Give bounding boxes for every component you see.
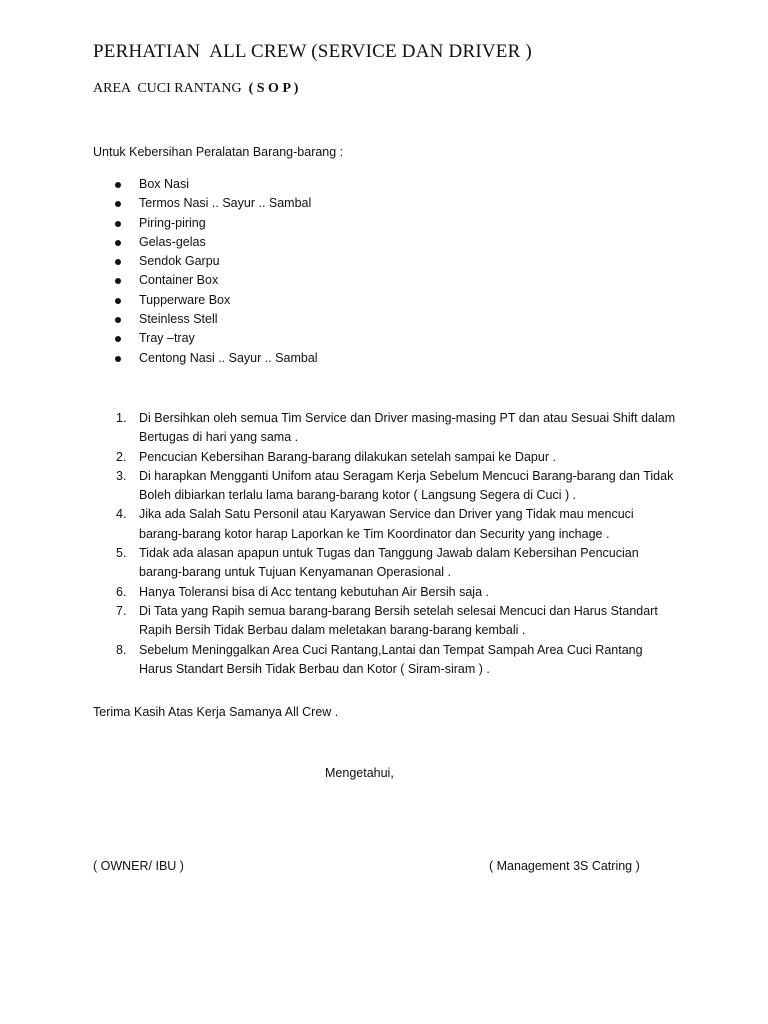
rule-item xyxy=(113,409,678,448)
equipment-item: Tray –tray xyxy=(113,329,318,348)
acknowledged-label: Mengetahui, xyxy=(325,766,394,780)
equipment-item: Tupperware Box xyxy=(113,291,318,310)
subtitle-area: AREA CUCI RANTANG xyxy=(93,81,246,96)
rule-item xyxy=(113,602,678,641)
equipment-item: Container Box xyxy=(113,271,318,290)
rule-item xyxy=(113,467,678,506)
rule-text: Tidak ada alasan apapun untuk Tugas dan Tanggung Jawab dalam Kebersihan Pencucian barang-barang untuk Tujuan Kenyamanan Operasional . xyxy=(139,546,639,580)
rule-text: Di Bersihkan oleh semua Tim Service dan Driver masing-masing PT dan atau Sesuai Shift dalam Bertugas di hari yang sama . xyxy=(139,411,676,445)
rule-number: 1. xyxy=(116,411,127,425)
rule-text: Sebelum Meninggalkan Area Cuci Rantang,Lantai dan Tempat Sampah Area Cuci Rantang Harus Standart Bersih Tidak Berbau dan Kotor ( Siram-siram ) . xyxy=(139,642,643,676)
rule-text: Pencucian Kebersihan Barang-barang dilakukan setelah sampai ke Dapur . xyxy=(139,449,556,464)
equipment-list xyxy=(113,175,318,368)
rule-text: Jika ada Salah Satu Personil atau Karyawan Service dan Driver yang Tidak mau mencuci barang-barang kotor harap Laporkan ke Tim Koordinator dan Security yang inchage . xyxy=(139,507,634,541)
equipment-item: Box Nasi xyxy=(113,175,318,194)
equipment-item: Steinless Stell xyxy=(113,310,318,329)
rules-list xyxy=(113,409,678,679)
equipment-item: Sendok Garpu xyxy=(113,252,318,271)
rule-text: Di harapkan Mengganti Unifom atau Seragam Kerja Sebelum Mencuci Barang-barang dan Tidak Boleh dibiarkan terlalu lama barang-barang kotor ( Langsung Segera di Cuci ) . xyxy=(139,468,674,503)
signature-owner: ( OWNER/ IBU ) xyxy=(93,859,184,873)
rule-item xyxy=(113,641,678,680)
equipment-item: Centong Nasi .. Sayur .. Sambal xyxy=(113,349,318,368)
thanks-text: Terima Kasih Atas Kerja Samanya All Crew . xyxy=(93,705,339,719)
rule-number: 5. xyxy=(116,546,127,561)
equipment-item: Gelas-gelas xyxy=(113,233,318,252)
rule-item xyxy=(113,583,678,602)
rule-number: 7. xyxy=(116,603,127,618)
rule-text: Di Tata yang Rapih semua barang-barang Bersih setelah selesai Mencuci dan Harus Standart Rapih Bersih Tidak Berbau dalam meletakan barang-barang kembali . xyxy=(139,603,658,638)
rule-number: 6. xyxy=(116,584,127,599)
equipment-item: Piring-piring xyxy=(113,214,318,233)
signature-management: ( Management 3S Catring ) xyxy=(489,859,640,873)
rule-number: 3. xyxy=(116,468,127,483)
rule-item xyxy=(113,505,678,544)
rule-item xyxy=(113,448,678,467)
subtitle-sop: ( S O P ) xyxy=(245,81,299,96)
rule-number: 4. xyxy=(116,507,127,522)
rule-text: Hanya Toleransi bisa di Acc tentang kebutuhan Air Bersih saja . xyxy=(139,584,489,599)
rule-number: 8. xyxy=(116,642,127,657)
document-title: PERHATIAN ALL CREW (SERVICE DAN DRIVER ) xyxy=(93,41,532,62)
equipment-intro: Untuk Kebersihan Peralatan Barang-barang : xyxy=(93,145,344,159)
rule-number: 2. xyxy=(116,449,127,464)
document-subtitle xyxy=(93,81,298,97)
rule-item xyxy=(113,544,678,583)
equipment-item: Termos Nasi .. Sayur .. Sambal xyxy=(113,194,318,213)
